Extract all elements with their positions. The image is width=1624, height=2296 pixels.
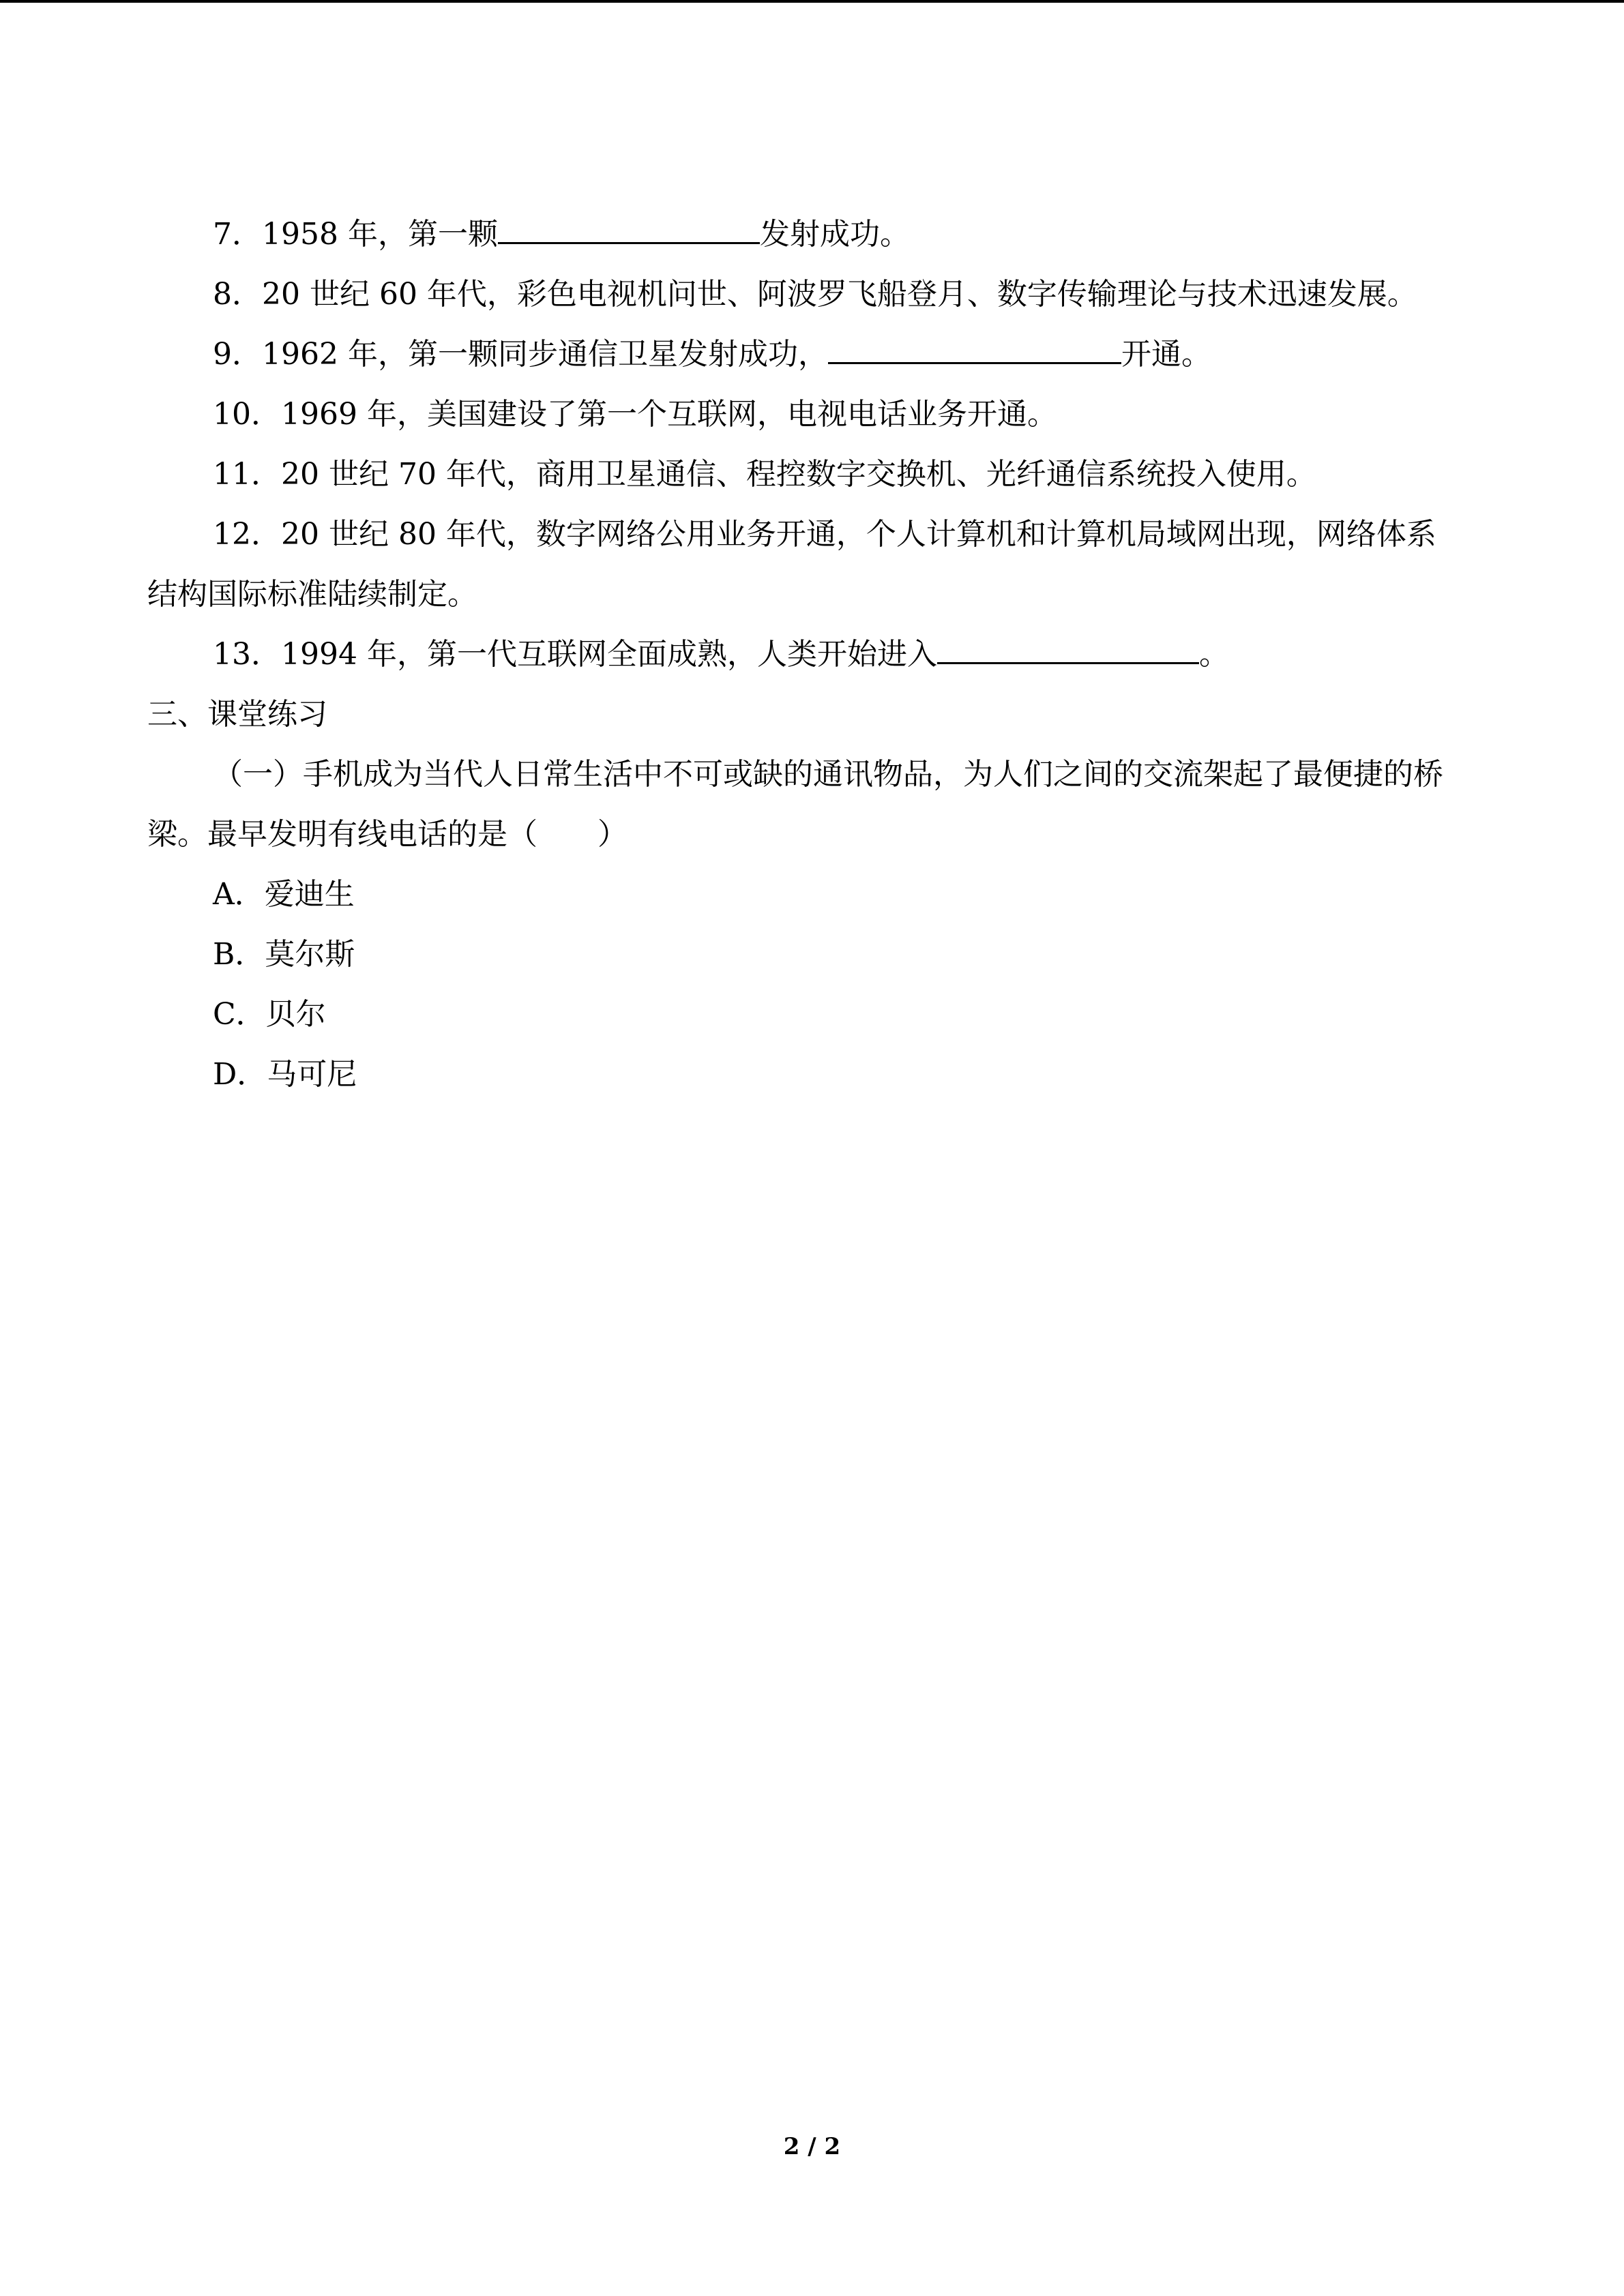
fill-blank-2[interactable] [828,325,1121,364]
question-text: （一）手机成为当代人日常生活中不可或缺的通讯物品，为人们之间的交流架起了最便捷的桥梁。最早发明有线电话的是（ ） [147,757,1443,852]
item-7-text: 7．1958 年，第一颗 [213,217,498,252]
item-10: 10．1969 年，美国建设了第一个互联网，电视电话业务开通。 [213,397,1057,432]
top-border [0,0,1624,3]
item-11: 11．20 世纪 70 年代，商用卫星通信、程控数字交换机、光纤通信系统投入使用。 [213,457,1316,492]
fill-blank-3[interactable] [937,625,1199,664]
document-body [147,205,1457,1105]
item-9-suffix: 开通。 [1121,337,1211,372]
option-c[interactable]: C．贝尔 [213,997,326,1032]
item-12: 12．20 世纪 80 年代，数字网络公用业务开通，个人计算机和计算机局域网出现，网络体系结构国际标准陆续制定。 [147,517,1436,612]
fill-blank-1[interactable] [498,205,760,244]
item-9-text: 9．1962 年，第一颗同步通信卫星发射成功， [213,337,828,372]
item-13 [147,625,1457,685]
option-b[interactable]: B．莫尔斯 [213,937,355,972]
item-13-text: 13．1994 年，第一代互联网全面成熟，人类开始进入 [213,637,937,672]
option-d[interactable]: D．马可尼 [213,1057,357,1092]
page-number: 2 / 2 [783,2133,841,2160]
item-7-suffix: 发射成功。 [759,217,910,252]
item-13-suffix: 。 [1198,637,1229,672]
item-7 [147,205,1457,265]
section-heading: 三、课堂练习 [147,697,327,732]
item-8: 8．20 世纪 60 年代，彩色电视机问世、阿波罗飞船登月、数字传输理论与技术迅速发展。 [213,277,1417,312]
item-9 [147,325,1457,385]
option-a[interactable]: A．爱迪生 [213,877,355,912]
